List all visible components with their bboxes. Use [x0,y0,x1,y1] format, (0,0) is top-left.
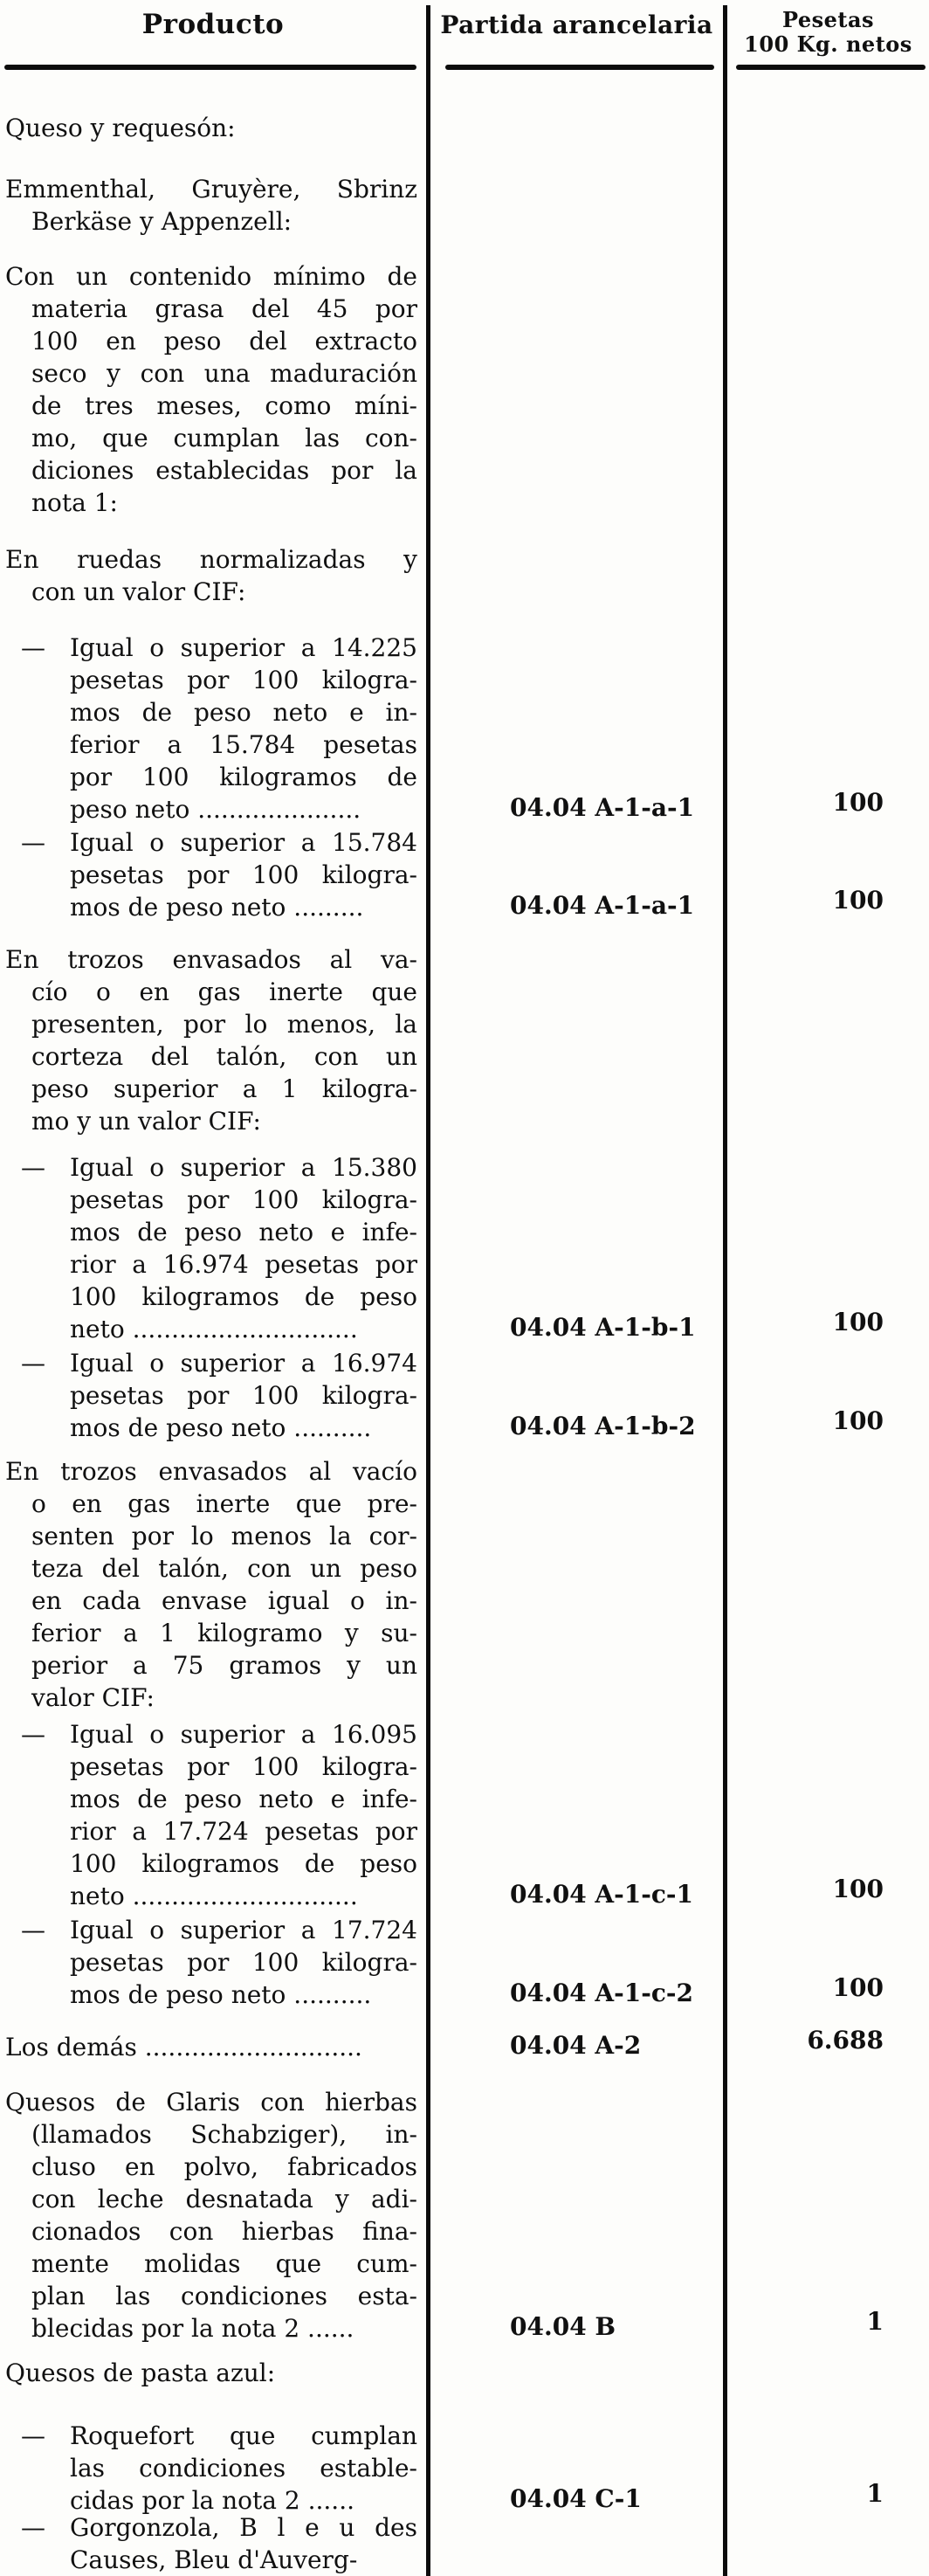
entry-pasta-azul-heading [0,2357,929,2389]
product-line: ferior a 15.784 pesetas [70,730,417,759]
product-line: pesetas por 100 kilogra- [70,1948,417,1977]
product-line: peso neto ..................... [70,795,361,824]
product-line: Berkäse y Appenzell: [31,207,292,236]
column-header-partida-arancelaria: Partida arancelaria [440,10,713,39]
header-rule-pesetas [736,65,926,70]
product-line: teza del talón, con un peso [31,1554,417,1583]
entry-row-a1b1 [0,1151,929,1345]
product-line: Los demás ............................ [5,2033,362,2061]
product-line: Igual o superior a 17.724 [70,1916,417,1944]
product-line: blecidas por la nota 2 ...... [31,2314,354,2343]
product-line: En trozos envasados al va- [5,945,417,974]
product-line: Quesos de pasta azul: [5,2358,276,2387]
pesetas-value: 100 [832,1973,884,2002]
product-line: diciones establecidas por la [31,456,417,485]
product-line: ferior a 1 kilogramo y su- [31,1619,417,1647]
partida-code: 04.04 A-1-a-1 [510,891,695,920]
pesetas-value: 6.688 [807,2026,884,2055]
product-line: mos de peso neto .......... [70,1980,372,2009]
bullet-dash: — [21,828,45,857]
product-line: cluso en polvo, fabricados [31,2152,417,2181]
product-line: 100 kilogramos de peso [70,1849,417,1878]
entry-trozos-mayor-1kg [0,943,929,1137]
product-line: Igual o superior a 15.784 [70,828,417,857]
column-header-producto: Producto [141,9,285,40]
product-line: mente molidas que cum- [31,2249,417,2278]
product-line: pesetas por 100 kilogra- [70,1185,417,1214]
product-line: pesetas por 100 kilogra- [70,1381,417,1410]
entry-row-a2-los-demas [0,2026,929,2063]
product-line: las condiciones estable- [70,2454,417,2483]
product-line: cionados con hierbas fina- [31,2217,417,2246]
product-line: senten por lo menos la cor- [31,1522,417,1550]
partida-code: 04.04 A-1-b-1 [510,1313,696,1342]
column-header-pesetas [727,8,929,57]
header-rule-partida [445,65,714,70]
product-line: peso superior a 1 kilogra- [31,1074,417,1103]
product-line: mo, que cumplan las con- [31,424,417,452]
product-line: o en gas inerte que pre- [31,1489,417,1518]
bullet-dash: — [21,1916,45,1944]
header-rule-producto [4,65,416,70]
entry-row-a1c1 [0,1718,929,1912]
pesetas-header-line2: 100 Kg. netos [744,31,912,57]
entry-row-a1c2 [0,1914,929,2011]
product-line: con leche desnatada y adi- [31,2185,417,2213]
product-line: Igual o superior a 14.225 [70,633,417,662]
partida-code: 04.04 C-1 [510,2484,642,2513]
partida-code: 04.04 A-1-b-2 [510,1412,696,1440]
partida-code: 04.04 A-2 [510,2031,642,2060]
bullet-dash: — [21,1720,45,1749]
entry-emmenthal-heading [0,173,929,238]
product-line: 100 en peso del extracto [31,327,417,356]
pesetas-value: 1 [866,2307,884,2336]
product-line: en cada envase igual o in- [31,1586,417,1615]
product-line: Igual o superior a 15.380 [70,1153,417,1182]
product-line: Gorgonzola, B l e u des [70,2513,417,2542]
product-line: Emmenthal, Gruyère, Sbrinz [5,175,417,204]
product-line: con un valor CIF: [31,577,246,606]
pesetas-value: 100 [832,1875,884,1903]
product-line: mo y un valor CIF: [31,1107,261,1136]
partida-code: 04.04 A-1-c-1 [510,1880,694,1909]
product-line: Causes, Bleu d'Auverg- [70,2545,358,2574]
bullet-dash: — [21,2421,45,2450]
product-line: mos de peso neto ......... [70,893,364,922]
partida-code: 04.04 B [510,2312,616,2341]
product-line: 100 kilogramos de peso [70,1282,417,1311]
product-line: (llamados Schabziger), in- [31,2120,417,2149]
product-line: seco y con una maduración [31,359,417,388]
pesetas-value: 1 [866,2479,884,2508]
product-line: mos de peso neto e infe- [70,1218,417,1247]
pesetas-value: 100 [832,788,884,817]
product-line: neto ............................. [70,1882,358,1910]
product-line: pesetas por 100 kilogra- [70,666,417,694]
product-line: Igual o superior a 16.974 [70,1349,417,1378]
bullet-dash: — [21,2513,45,2542]
product-line: cío o en gas inerte que [31,977,417,1006]
pesetas-value: 100 [832,886,884,915]
product-line: materia grasa del 45 por [31,294,417,323]
product-line: Con un contenido mínimo de [5,262,417,291]
entry-row-b-glaris [0,2086,929,2345]
product-line: mos de peso neto e infe- [70,1785,417,1813]
partida-code: 04.04 A-1-c-2 [510,1979,694,2007]
product-line: plan las condiciones esta- [31,2282,417,2310]
product-line: Roquefort que cumplan [70,2421,417,2450]
product-line: rior a 16.974 pesetas por [70,1250,417,1279]
entry-row-a1b2 [0,1347,929,1444]
product-line: pesetas por 100 kilogra- [70,860,417,889]
product-line: Quesos de Glaris con hierbas [5,2088,417,2117]
entry-trozos-menor-1kg [0,1455,929,1714]
product-line: pesetas por 100 kilogra- [70,1752,417,1781]
product-line: En ruedas normalizadas y [5,545,417,574]
entry-contenido-minimo [0,260,929,519]
product-line: nota 1: [31,488,118,517]
product-line: Queso y requesón: [5,114,236,142]
pesetas-value: 100 [832,1406,884,1435]
entry-row-c1-roquefort [0,2420,929,2517]
product-line: En trozos envasados al vacío [5,1457,417,1486]
product-line: por 100 kilogramos de [70,763,417,791]
partida-code: 04.04 A-1-a-1 [510,793,695,822]
product-line: presenten, por lo menos, la [31,1010,417,1039]
entry-queso-y-requeson [0,112,929,144]
product-line: mos de peso neto e in- [70,698,417,727]
entry-ruedas-normalizadas [0,543,929,608]
product-line: rior a 17.724 pesetas por [70,1817,417,1846]
entry-row-a1a1-second [0,826,929,923]
product-line: cidas por la nota 2 ...... [70,2486,354,2515]
product-line: valor CIF: [31,1683,155,1712]
bullet-dash: — [21,633,45,662]
pesetas-value: 100 [832,1308,884,1336]
product-line: Igual o superior a 16.095 [70,1720,417,1749]
product-line: de tres meses, como míni- [31,391,417,420]
bullet-dash: — [21,1153,45,1182]
entry-gorgonzola [0,2511,929,2576]
bullet-dash: — [21,1349,45,1378]
product-line: mos de peso neto .......... [70,1413,372,1442]
pesetas-header-line1: Pesetas [781,7,875,32]
product-line: neto ............................. [70,1315,358,1343]
product-line: perior a 75 gramos y un [31,1651,417,1680]
product-line: corteza del talón, con un [31,1042,417,1071]
entry-row-a1a1-first [0,632,929,825]
